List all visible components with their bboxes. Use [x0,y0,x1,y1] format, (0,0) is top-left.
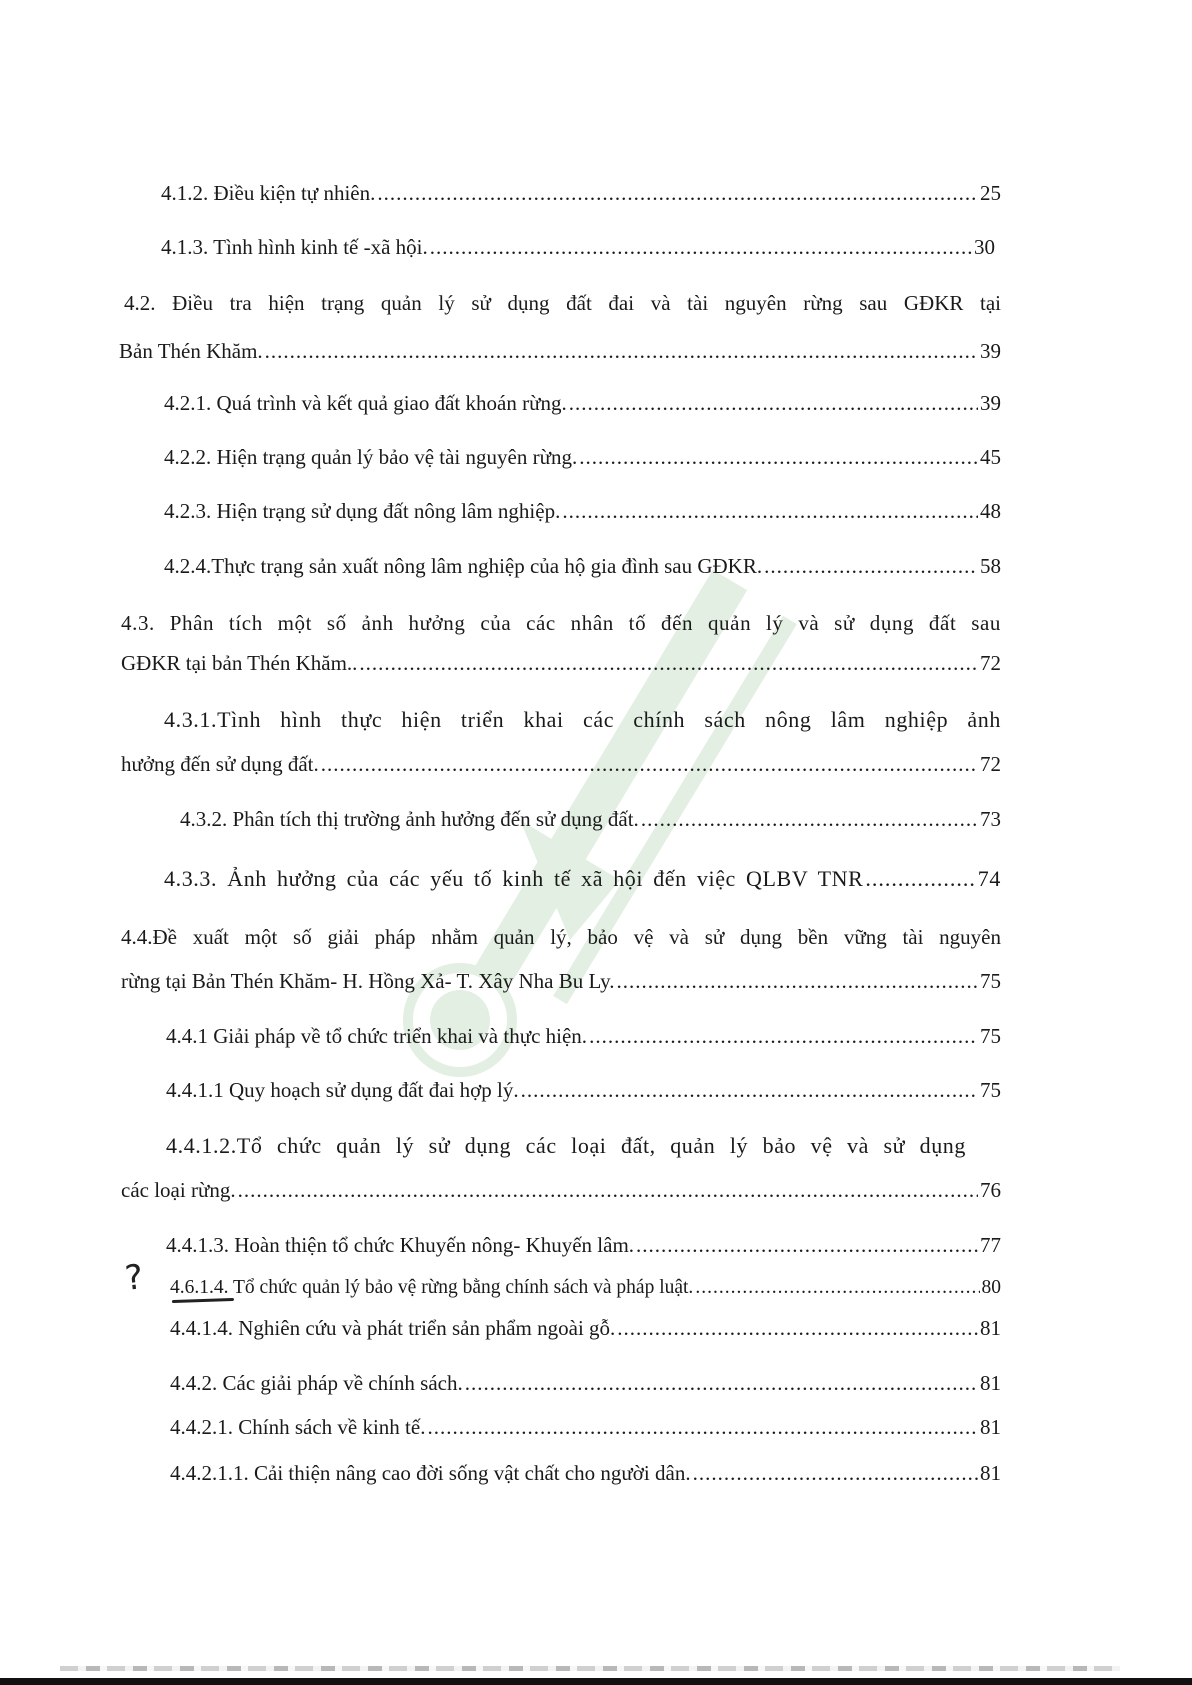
toc-entry-line: 4.2. Điều tra hiện trạng quản lý sử dụng đất đai và tài nguyên rừng sau GĐKR tại [124,291,1001,315]
dot-leader [465,1370,978,1396]
toc-entry-title: 4.2.1. Quá trình và kết quả giao đất khoán rừng. [164,391,567,415]
toc-entry [166,1077,1001,1103]
toc-entry-title: Bản Thén Khăm. [119,339,263,363]
scan-border [0,1678,1192,1685]
dot-leader [693,1460,978,1486]
toc-entry-title: 4.2.2. Hiện trạng quản lý bảo vệ tài nguyên rừng. [164,445,578,469]
toc-entry [121,751,1001,777]
toc-entry-page: 73 [980,807,1001,831]
toc-entry-title: 4.4.2.1.1. Cải thiện nâng cao đời sống vật chất cho người dân. [170,1461,691,1485]
toc-entry-title: 4.2.4.Thực trạng sản xuất nông lâm nghiệp của hộ gia đình sau GĐKR. [164,554,763,578]
toc-entry-title: GĐKR tại bản Thén Khăm.. [121,651,358,675]
toc-entry-page: 76 [980,1178,1001,1202]
toc-entry [180,806,1001,832]
dot-leader [865,866,975,892]
toc-entry-page: 72 [980,752,1001,776]
toc-entry-page: 80 [981,1277,1001,1298]
toc-entry-page: 77 [980,1233,1001,1257]
dot-leader [265,338,978,364]
toc-entry [170,1414,1001,1440]
toc-entry-line: 4.4.Đề xuất một số giải pháp nhằm quản lý, bảo vệ và sử dụng bền vững tài nguyên [121,925,1001,949]
toc-entry-title: 4.3.2. Phân tích thị trường ảnh hưởng đến sử dụng đất. [180,807,639,831]
dot-leader [430,234,972,260]
toc-entry-page: 72 [980,651,1001,675]
dot-leader [569,390,978,416]
dot-leader [617,968,978,994]
toc-entry-page: 48 [980,499,1001,523]
toc-entry-page: 81 [980,1415,1001,1439]
toc-entry [161,180,1001,206]
toc-entry-title: 4.4.1.3. Hoàn thiện tổ chức Khuyến nông- Khuyến lâm. [166,1233,635,1257]
toc-entry-page: 58 [980,554,1001,578]
toc-entry-title: 4.3.3. Ảnh hưởng của các yếu tố kinh tế xã hội đến việc QLBV TNR [164,866,864,891]
toc-entry-page: 25 [980,181,1001,205]
toc-entry [119,338,1001,364]
toc-entry-title: 4.4.2.1. Chính sách về kinh tế. [170,1415,426,1439]
toc-entry-page: 39 [980,391,1001,415]
toc-entry [161,234,995,260]
toc-entry-page: 74 [977,866,1001,891]
dot-leader [427,1414,978,1440]
toc-entry-title: các loại rừng. [121,1178,236,1202]
handwritten-question-mark: ? [122,1257,146,1299]
dot-leader [617,1315,978,1341]
dot-leader [321,751,978,777]
toc-entry-page: 81 [980,1371,1001,1395]
dot-leader [641,806,978,832]
toc-entry [170,1275,1001,1301]
dot-leader [562,498,978,524]
toc-entry [170,1315,1001,1341]
dot-leader [579,444,978,470]
toc-entry-title: 4.4.1 Giải pháp về tổ chức triển khai và thực hiện. [166,1024,588,1048]
toc-entry-line: 4.3. Phân tích một số ảnh hưởng của các nhân tố đến quản lý và sử dụng đất sau [121,611,1001,635]
dot-leader [377,180,978,206]
dot-leader [695,1275,979,1301]
toc-entry-title: 4.4.2. Các giải pháp về chính sách. [170,1371,463,1395]
dot-leader [636,1232,978,1258]
dot-leader [359,650,978,676]
toc-entry [170,1370,1001,1396]
toc-entry-title: rừng tại Bản Thén Khăm- H. Hồng Xả- T. Xây Nha Bu Ly. [121,969,615,993]
toc-entry-title: 4.4.1.1 Quy hoạch sử dụng đất đai hợp lý. [166,1078,519,1102]
toc-entry-title: hưởng đến sử dụng đất. [121,752,319,776]
toc-entry-page: 30 [974,235,995,259]
dot-leader [521,1077,978,1103]
toc-entry-title: 4.4.1.4. Nghiên cứu và phát triển sản phẩm ngoài gỗ. [170,1316,616,1340]
dot-leader [238,1177,978,1203]
toc-entry-title: 4.2.3. Hiện trạng sử dụng đất nông lâm nghiệp. [164,499,561,523]
toc-entry [170,1460,1001,1486]
toc-entry-page: 75 [980,1024,1001,1048]
toc-entry-line: 4.3.1.Tình hình thực hiện triển khai các chính sách nông lâm nghiệp ảnh [164,707,1001,732]
toc-entry-title: 4.6.1.4. Tổ chức quản lý bảo vệ rừng bằng chính sách và pháp luật. [170,1277,694,1298]
dot-leader [764,553,978,579]
toc-entry [121,968,1001,994]
toc-entry [164,444,1001,470]
toc-entry-page: 45 [980,445,1001,469]
toc-entry [166,1232,1001,1258]
toc-entry-page: 39 [980,339,1001,363]
toc-entry [164,498,1001,524]
toc-entry-title: 4.1.3. Tình hình kinh tế -xã hội. [161,235,428,259]
toc-entry [164,553,1001,579]
toc-entry-page: 75 [980,969,1001,993]
toc-entry [121,650,1001,676]
dot-leader [589,1023,978,1049]
toc-entry-line: 4.4.1.2.Tổ chức quản lý sử dụng các loại đất, quản lý bảo vệ và sử dụng [166,1133,966,1158]
toc-entry [164,866,1001,892]
toc-entry-title: 4.1.2. Điều kiện tự nhiên. [161,181,376,205]
toc-entry [164,390,1001,416]
toc-entry [121,1177,1001,1203]
toc-entry-page: 81 [980,1316,1001,1340]
scan-artifact [60,1666,1120,1671]
toc-entry [166,1023,1001,1049]
toc-entry-page: 81 [980,1461,1001,1485]
toc-entry-page: 75 [980,1078,1001,1102]
